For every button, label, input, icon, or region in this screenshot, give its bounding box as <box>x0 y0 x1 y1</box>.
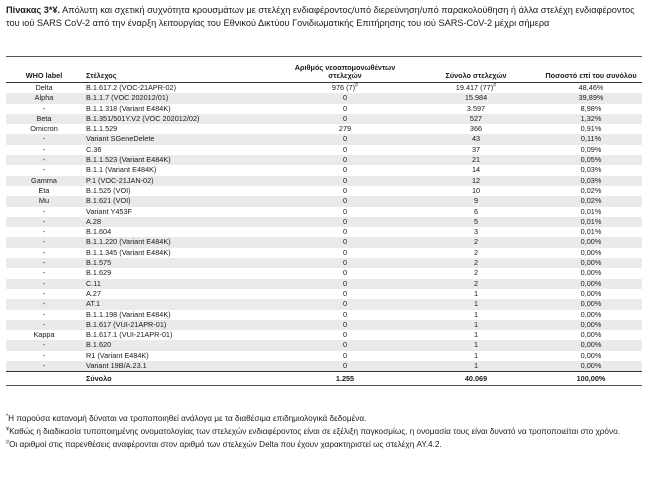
percent-cell: 0,05% <box>540 155 642 165</box>
recent-count-cell: 0 <box>342 350 348 360</box>
who-label-cell: - <box>6 155 82 165</box>
variant-cell: B.1.351/501Y.V2 (VOC 202012/02) <box>82 114 278 124</box>
percent-cell: 0,00% <box>540 279 642 289</box>
total-count-cell: 14 <box>471 165 481 175</box>
recent-count-cell: 0 <box>278 320 412 330</box>
table-caption <box>6 4 642 29</box>
percent-cell: 8,98% <box>580 103 602 113</box>
variant-cell: B.1.617 (VUI-21APR-01) <box>82 320 278 330</box>
recent-count-cell: 0 <box>278 196 412 206</box>
percent-cell: 0,09% <box>580 144 602 154</box>
recent-count-cell: 0 <box>278 217 412 227</box>
variant-cell: B.1.617.2 (VOC-21APR-02) <box>86 83 177 92</box>
footnote-symbol: ¥ <box>6 426 10 433</box>
total-label: Σύνολο <box>82 372 278 386</box>
table-row <box>6 268 642 278</box>
who-label-cell: - <box>42 288 46 298</box>
footnote-text: Η παρούσα κατανομή δύναται να τροποποιηθεί ανάλογα με τα διαθέσιμα επιδημιολογικά δεδομένα. <box>8 414 367 423</box>
header-total: Σύνολο στελεχών <box>412 57 540 83</box>
table-body <box>6 83 642 372</box>
recent-count-cell: 0 <box>278 176 412 186</box>
table-row <box>6 340 642 350</box>
footnotes <box>6 413 642 451</box>
variant-cell: B.1.604 <box>86 227 112 237</box>
percent-cell: 0,01% <box>580 206 602 216</box>
footnote-symbol: * <box>6 413 9 420</box>
total-count-cell: 2 <box>473 268 479 278</box>
percent-cell: 0,91% <box>580 124 602 134</box>
table-row <box>6 217 642 227</box>
recent-count-cell: 0 <box>278 237 412 247</box>
table-row <box>6 237 642 247</box>
percent-cell: 0,00% <box>540 237 642 247</box>
who-label-cell: Eta <box>38 185 50 195</box>
percent-cell: 0,00% <box>540 258 642 268</box>
recent-count-cell: 0 <box>342 206 348 216</box>
total-count-cell: 6 <box>473 206 479 216</box>
total-count-cell: 527 <box>412 114 540 124</box>
table-row <box>6 289 642 299</box>
total-count-cell: 12 <box>412 176 540 186</box>
recent-count-cell: 0 <box>342 165 348 175</box>
variant-cell: B.1.1.345 (Variant E484K) <box>86 247 171 257</box>
variant-cell: B.1.1.198 (Variant E484K) <box>86 309 171 319</box>
variant-cell: B.1.575 <box>82 258 278 268</box>
percent-cell: 0,00% <box>540 340 642 350</box>
percent-cell: 1,32% <box>540 114 642 124</box>
variant-cell: C.36 <box>86 144 102 154</box>
total-count-cell: 2 <box>412 279 540 289</box>
table-row <box>6 155 642 165</box>
who-label-cell: Alpha <box>6 93 82 103</box>
who-label-cell: Mu <box>6 196 82 206</box>
percent-cell: 0,00% <box>580 309 602 319</box>
recent-count-cell: 0 <box>342 185 348 195</box>
percent-cell: 48,46% <box>578 83 604 92</box>
percent-cell: 0,00% <box>540 299 642 309</box>
recent-count-cell: 0 <box>342 144 348 154</box>
who-label-cell: Gamma <box>6 176 82 186</box>
header-who-label: WHO label <box>6 57 82 83</box>
recent-count-cell: 0 <box>278 114 412 124</box>
who-label-cell: Beta <box>6 114 82 124</box>
percent-cell: 0,03% <box>540 176 642 186</box>
who-label-cell: - <box>6 279 82 289</box>
total-count-cell: 1 <box>412 361 540 372</box>
who-label-cell: - <box>6 361 82 372</box>
table-row <box>6 258 642 268</box>
header-percent: Ποσοστό επί του συνόλου <box>540 57 642 83</box>
table-row <box>6 114 642 124</box>
percent-cell: 0,00% <box>540 320 642 330</box>
total-count-cell: 43 <box>412 134 540 144</box>
table-row <box>6 93 642 103</box>
variant-cell: B.1.1.220 (Variant E484K) <box>82 237 278 247</box>
total-count-cell: 1 <box>412 340 540 350</box>
total-recent: 1.255 <box>278 372 412 386</box>
total-count-cell: 3.597 <box>466 103 486 113</box>
percent-cell: 0,00% <box>580 330 602 340</box>
total-count-cell: 1 <box>412 320 540 330</box>
footnote <box>6 439 642 450</box>
total-count-cell: 1 <box>473 309 479 319</box>
percent-cell: 0,03% <box>580 165 602 175</box>
recent-count-cell: 976 (7)# <box>331 82 359 92</box>
recent-count-cell: 0 <box>278 134 412 144</box>
who-label-cell: - <box>6 340 82 350</box>
recent-count-cell: 0 <box>278 340 412 350</box>
total-count-cell: 2 <box>412 258 540 268</box>
table-row <box>6 186 642 196</box>
total-count-cell: 1 <box>412 299 540 309</box>
caption-lead: Πίνακας 3*¥. <box>6 5 61 15</box>
variant-cell: B.1.1 (Variant E484K) <box>86 165 157 175</box>
footnote-mark: # <box>493 82 497 89</box>
total-count-cell: 1 <box>473 288 479 298</box>
recent-count-cell: 279 <box>338 124 352 134</box>
footnote-symbol: # <box>6 439 10 446</box>
footnote-mark: # <box>355 82 359 89</box>
recent-count-cell: 0 <box>342 103 348 113</box>
header-recent: Αριθμός νεοαπομονωθέντων στελεχών <box>278 57 412 83</box>
variant-cell: B.1.1.529 <box>86 124 118 134</box>
table-row <box>6 104 642 114</box>
total-count-cell: 10 <box>471 185 481 195</box>
table-row <box>6 310 642 320</box>
who-label-cell: - <box>6 134 82 144</box>
table-row <box>6 176 642 186</box>
footnote-text: Καθώς η διαδικασία τυποποιημένης ονοματολογίας των στελεχών ενδιαφέροντος είναι σε εξέλιξη παγκοσμίως, η ονομασία τους είναι δυνατό να τροποποιείται στο χρόνο. <box>9 427 620 437</box>
who-label-cell: - <box>42 350 46 360</box>
variant-cell: B.1.620 <box>82 340 278 350</box>
percent-cell: 0,02% <box>540 196 642 206</box>
variant-cell: B.1.525 (VOI) <box>86 185 131 195</box>
variant-table <box>6 57 642 385</box>
variant-cell: B.1.617.1 (VUI-21APR-01) <box>86 330 173 340</box>
recent-count-cell: 0 <box>342 247 348 257</box>
table-total-row <box>6 372 642 386</box>
footnote-text: Οι αριθμοί στις παρενθέσεις αναφέρονται στον αριθμό των στελεχών Delta που έχουν χαρακτηριστεί ως στελέχη AY.4.2. <box>9 440 442 450</box>
who-label-cell: - <box>42 103 46 113</box>
table-row <box>6 83 642 94</box>
header-variant: Στέλεχος <box>82 57 278 83</box>
total-count-cell: 3 <box>473 227 479 237</box>
variant-cell: R1 (Variant E484K) <box>86 350 149 360</box>
recent-count-cell: 0 <box>278 361 412 372</box>
table-row <box>6 165 642 175</box>
table-row <box>6 134 642 144</box>
who-label-cell: - <box>6 258 82 268</box>
recent-count-cell: 0 <box>342 330 348 340</box>
percent-cell: 0,00% <box>580 288 602 298</box>
total-count-cell: 366 <box>469 124 483 134</box>
total-percent: 100,00% <box>540 372 642 386</box>
total-count-cell: 21 <box>412 155 540 165</box>
total-who-cell <box>6 372 82 386</box>
recent-count-cell: 0 <box>278 258 412 268</box>
who-label-cell: Kappa <box>33 330 55 340</box>
footnote <box>6 413 642 424</box>
variant-cell: Variant 19B/A.23.1 <box>82 361 278 372</box>
recent-count-cell: 0 <box>278 155 412 165</box>
table-row <box>6 248 642 258</box>
total-count-cell: 1 <box>473 350 479 360</box>
table-row <box>6 124 642 134</box>
recent-count-cell: 0 <box>278 93 412 103</box>
table-row <box>6 330 642 340</box>
footnote <box>6 426 642 437</box>
who-label-cell: Omicron <box>30 124 58 134</box>
total-count-cell: 37 <box>471 144 481 154</box>
variant-cell: Variant SGeneDelete <box>82 134 278 144</box>
who-label-cell: - <box>42 268 46 278</box>
table-row <box>6 279 642 289</box>
who-label-cell: - <box>42 144 46 154</box>
variant-cell: AT.1 <box>82 299 278 309</box>
variant-cell: B.1.1.523 (Variant E484K) <box>82 155 278 165</box>
table-header-row <box>6 57 642 83</box>
percent-cell: 0,01% <box>540 217 642 227</box>
percent-cell: 39,89% <box>540 93 642 103</box>
who-label-cell: - <box>6 217 82 227</box>
variant-cell: Variant Y453F <box>86 206 132 216</box>
total-count-cell: 1 <box>473 330 479 340</box>
table-row <box>6 227 642 237</box>
who-label-cell: - <box>42 227 46 237</box>
variant-cell: B.1.1.318 (Variant E484K) <box>86 103 171 113</box>
recent-count-cell: 0 <box>278 299 412 309</box>
who-label-cell: - <box>42 165 46 175</box>
total-count-cell: 2 <box>412 237 540 247</box>
variant-cell: B.1.1.7 (VOC 202012/01) <box>82 93 278 103</box>
who-label-cell: - <box>42 206 46 216</box>
variant-cell: B.1.629 <box>86 268 112 278</box>
table-row <box>6 196 642 206</box>
table-row <box>6 361 642 372</box>
percent-cell: 0,00% <box>580 268 602 278</box>
total-count-cell: 5 <box>412 217 540 227</box>
total-total: 40.069 <box>412 372 540 386</box>
who-label-cell: - <box>42 309 46 319</box>
table-row <box>6 145 642 155</box>
total-count-cell: 15.984 <box>412 93 540 103</box>
variant-cell: A.27 <box>86 288 102 298</box>
percent-cell: 0,02% <box>580 185 602 195</box>
who-label-cell: - <box>42 247 46 257</box>
table-row <box>6 207 642 217</box>
who-label-cell: - <box>6 320 82 330</box>
percent-cell: 0,01% <box>580 227 602 237</box>
recent-count-cell: 0 <box>278 279 412 289</box>
recent-count-cell: 0 <box>342 288 348 298</box>
recent-count-cell: 0 <box>342 268 348 278</box>
total-count-cell: 9 <box>412 196 540 206</box>
percent-cell: 0,00% <box>580 350 602 360</box>
variant-cell: A.28 <box>82 217 278 227</box>
total-count-cell: 19.417 (77)# <box>455 82 497 92</box>
recent-count-cell: 0 <box>342 309 348 319</box>
total-count-cell: 2 <box>473 247 479 257</box>
recent-count-cell: 0 <box>342 227 348 237</box>
variant-cell: B.1.621 (VOI) <box>82 196 278 206</box>
who-label-cell: - <box>6 299 82 309</box>
who-label-cell: Delta <box>35 83 53 92</box>
percent-cell: 0,00% <box>540 361 642 372</box>
variant-table-container <box>6 56 642 386</box>
table-row <box>6 351 642 361</box>
table-row <box>6 320 642 330</box>
percent-cell: 0,00% <box>580 247 602 257</box>
who-label-cell: - <box>6 237 82 247</box>
percent-cell: 0,11% <box>540 134 642 144</box>
caption-text: Απόλυτη και σχετική συχνότητα κρουσμάτων με στελέχη ενδιαφέροντος/υπό διερεύνηση/υπό παρακολούθηση ή άλλα στελέχη ενδιαφέροντος του ιού SARS CoV-2 από την έναρξη λειτουργίας του Εθνικού Δικτύου Γονιδιωματικής Επιτήρησης του ιού SARS-CoV-2 μέχρι σήμερα <box>6 5 635 28</box>
variant-cell: C.11 <box>82 279 278 289</box>
variant-cell: P.1 (VOC-21JAN-02) <box>82 176 278 186</box>
table-row <box>6 299 642 309</box>
